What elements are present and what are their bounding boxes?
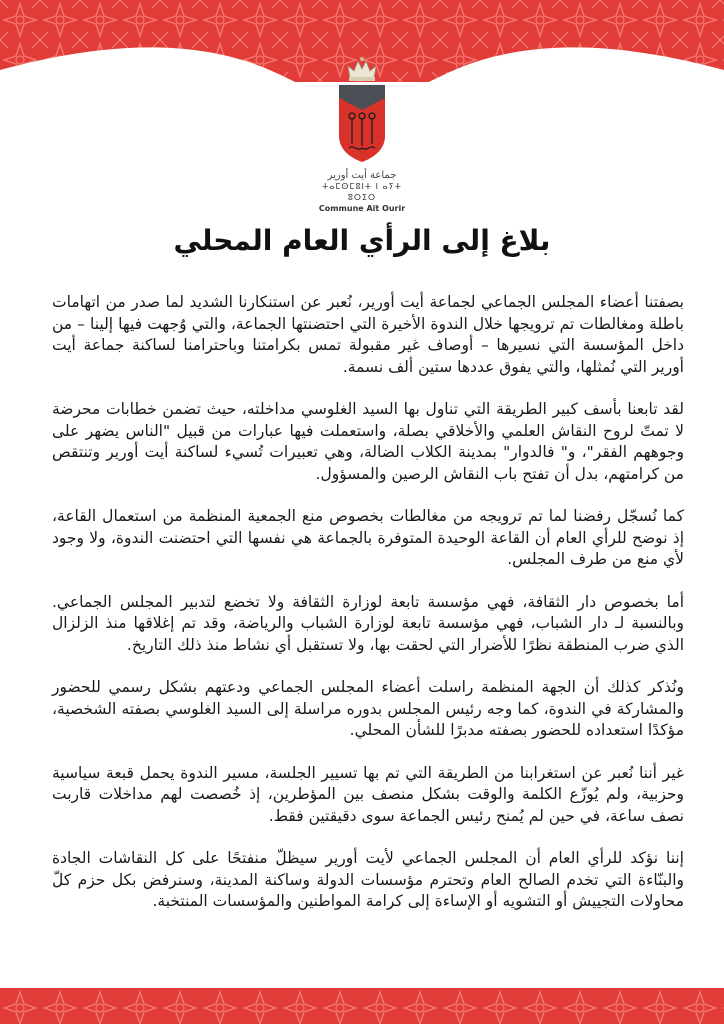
paragraph-6: غير أننا نُعبر عن استغرابنا من الطريقة التي تم بها تسيير الجلسة، مسير الندوة يحمل قبعة سياسية وحزبية، ولم يُوزّع الكلمة والوقت بشكل منصف بين المؤطرين، إذ خُصصت لهم مداخلات قاربت نصف ساعة، في حين لم يُمنح رئيس الجماعة سوى دقيقتين فقط.: [52, 763, 684, 825]
document-body: [52, 292, 684, 934]
commune-crest-icon: [335, 52, 389, 164]
zellige-pattern-footer: [0, 988, 724, 1024]
paragraph-2: لقد تابعنا بأسف كبير الطريقة التي تناول بها السيد الغلوسي مداخلته، حيث تضمن خطابات محرضة لا تمتّ لروح النقاش العلمي والأخلاقي بصلة، واستعملت فيها عبارات من قبيل "الناس يضهر على وجوههم الفقر"، و" فالدوار" بمدينة الكلاب الضالة، وهي تعبيرات تُسيء لساكنة أيت أورير وتنتقص من كرامتهم، بدل أن تفتح باب النقاش الرصين والمسؤول.: [52, 400, 684, 483]
paragraph-5: ونُذكر كذلك أن الجهة المنظمة راسلت أعضاء المجلس الجماعي ودعتهم بشكل رسمي للحضور والمشاركة في الندوة، كما وجه رئيس المجلس بدوره مراسلة إلى السيد الغلوسي بصفته الشخصية، مؤكدًا استعداده للحضور بصفته مدبرًا للشأن المحلي.: [52, 678, 684, 739]
document-title: بلاغ إلى الرأي العام المحلي: [173, 224, 551, 257]
logo-name-french: Commune Aït Ourir: [318, 204, 406, 213]
logo-name-tifinagh: ⵜⴰⵎⵙⵎⵓⵏⵜ ⵏ ⴰⵢⵜ ⵓⵔⵉⵔ: [322, 182, 402, 202]
commune-logo: [312, 52, 412, 214]
paragraph-7: إننا نؤكد للرأي العام أن المجلس الجماعي لأيت أورير سيظلّ منفتحًا على كل النقاشات الجادة والبنّاءة التي تخدم الصالح العام وتحترم مؤسسات الدولة وساكنة المدينة، وسنرفض بكل حزم كلّ محاولات التجييش أو التشويه أو الإساءة إلى كرامة المواطنين والمؤسسات المنتخبة.: [52, 849, 684, 910]
paragraph-3: كما نُسجّل رفضنا لما تم ترويجه من مغالطات بخصوص منع الجمعية المنظمة من استعمال القاعة، إذ نوضح للرأي العام أن القاعة الوحيدة المتوفرة بالجماعة هي نفسها التي احتضنت الندوة، ولا وجود لأي منع من طرف المجلس.: [52, 507, 684, 568]
paragraph-1: بصفتنا أعضاء المجلس الجماعي لجماعة أيت أورير، نُعبر عن استنكارنا الشديد لما صدر من اتهامات باطلة ومغالطات تم ترويجها خلال الندوة الأخيرة التي احتضنتها الجماعة، والتي وُجهت فيها إلينا – من داخل المؤسسة التي نسيرها – أوصاف غير مقبولة تمس بكرامتنا وباحترامنا لساكنة جماعة أيت أورير التي نُمثلها، والتي يفوق عددها ستين ألف نسمة.: [52, 293, 684, 376]
paragraph-4: أما بخصوص دار الثقافة، فهي مؤسسة تابعة لوزارة الثقافة ولا تخضع لتدبير المجلس الجماعي. وبالنسبة لـ دار الشباب، فهي مؤسسة تابعة لوزارة الشباب والرياضة، وقد تم إغلاقها منذ الزلزال الذي ضرب المنطقة نظرًا للأضرار التي لحقت بها، ولا تستقبل أي نشاط منذ ذلك التاريخ.: [52, 592, 684, 654]
logo-name-arabic: جماعة أيت أورير: [327, 170, 397, 181]
footer-pattern-band: [0, 988, 724, 1024]
crown-icon: [348, 57, 376, 81]
